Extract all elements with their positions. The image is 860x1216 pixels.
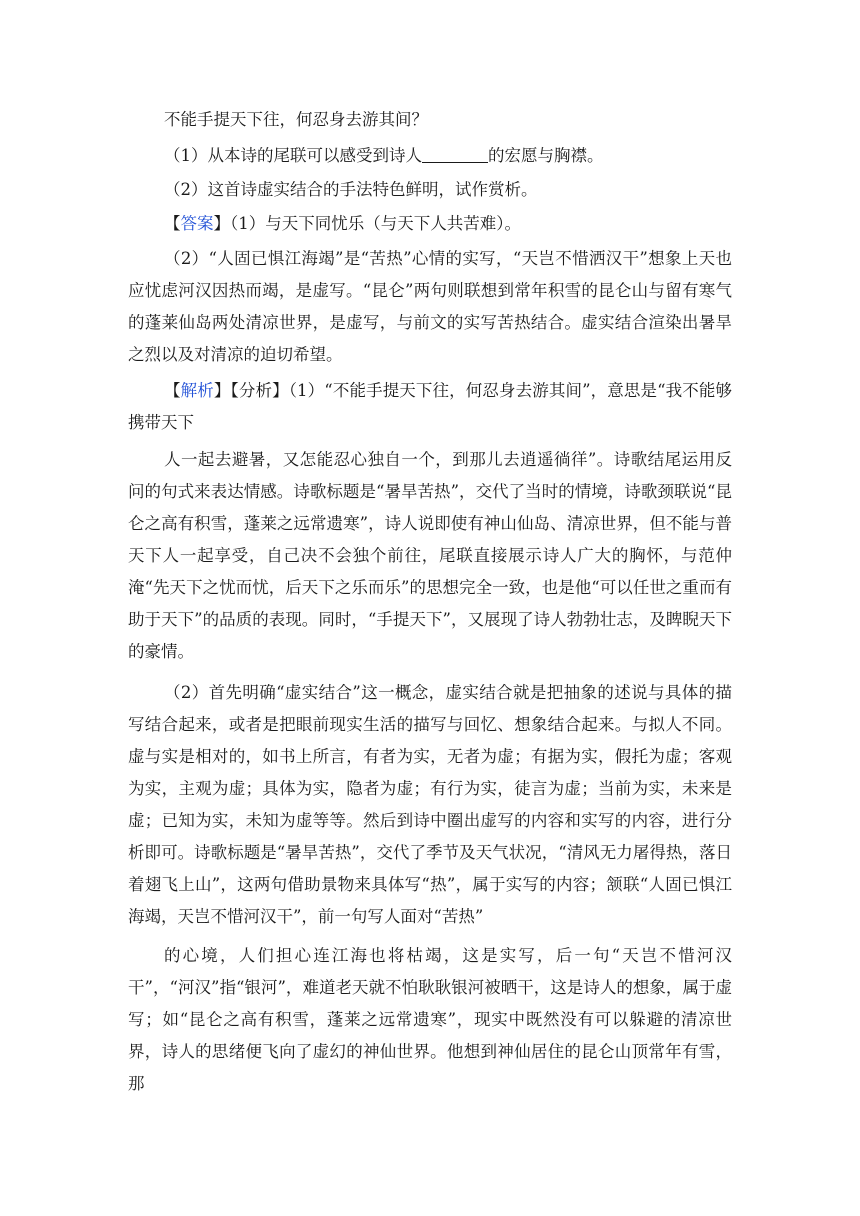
poem-text: 不能手提天下往，何忍身去游其间？: [164, 110, 428, 129]
analysis-paragraph-2-text: （2）首先明确“虚实结合”这一概念，虚实结合就是把抽象的述说与具体的描写结合起来，或者是把眼前现实生活的描写与回忆、想象结合起来。与拟人不同。虚与实是相对的，如书上所言，有者为实，无者为虚；有据为实，假托为虚；客观为实，主观为虚；具体为实，隐者为虚；有行为实，徒言为虚；当前为实，未来是虚；已知为实，未知为虚等等。然后到诗中圈出虚写的内容和实写的内容，进行分析即可。诗歌标题是“暑旱苦热”，交代了季节及天气状况，“清风无力屠得热，落日着翅飞上山”，这两句借助景物来具体写“热”，属于实写的内容；颔联“人固已惧江海竭，天岂不惜河汉干”，前一句写人面对“苦热”: [128, 683, 732, 926]
answer-bracket-open: 【: [164, 214, 181, 233]
analysis-paragraph-3-text: 的心境，人们担心连江海也将枯竭，这是实写，后一句“天岂不惜河汉干”，“河汉”指“银河”，难道老天就不怕耿耿银河被晒干，这是诗人的想象，属于虚写；如“昆仑之高有积雪，蓬莱之远常遗寒”，现实中既然没有可以躲避的清凉世界，诗人的思绪便飞向了虚幻的神仙世界。他想到神仙居住的昆仑山顶常年有雪，那: [128, 946, 732, 1093]
analysis-bracket-open: 【: [164, 381, 181, 400]
analysis-paragraph-1-text: 人一起去避暑，又怎能忍心独自一个，到那儿去逍遥徜徉”。诗歌结尾运用反问的句式来表达情感。诗歌标题是“暑旱苦热”，交代了当时的情境，诗歌颈联说“昆仑之高有积雪，蓬莱之远常遗寒”，诗人说即使有神山仙岛、清凉世界，但不能与普天下人一起享受，自己决不会独个前往，尾联直接展示诗人广大的胸怀，与范仲淹“先天下之忧而忧，后天下之乐而乐”的思想完全一致，也是他“可以任世之重而有助于天下”的品质的表现。同时，“手提天下”，又展现了诗人勃勃壮志，及睥睨天下的豪情。: [128, 450, 732, 661]
analysis-paragraph-1: [128, 444, 732, 668]
question-2: [128, 174, 732, 206]
question-1-text: （1）从本诗的尾联可以感受到诗人: [164, 146, 422, 165]
answer-2: [128, 243, 732, 371]
answer-1: [128, 208, 732, 240]
analysis-heading: [128, 375, 732, 439]
question-1: [128, 140, 732, 172]
analysis-paragraph-3: [128, 940, 732, 1100]
answer-1-text: （1）与天下同忧乐（与天下人共苦难）。: [230, 214, 521, 233]
poem-line: [128, 104, 732, 136]
answer-label: 答案: [180, 214, 214, 233]
answer-bracket-close: 】: [213, 214, 230, 233]
analysis-text: 】【分析】（1）“不能手提天下往，何忍身去游其间”，意思是“我不能够携带天下: [128, 381, 733, 432]
analysis-label: 解析: [180, 381, 214, 400]
answer-2-text: （2）“人固已惧江海竭”是“苦热”心情的实写，“天岂不惜洒汉干”想象上天也应忧虑河汉因热而竭，是虚写。“昆仑”两句则联想到常年积雪的昆仑山与留有寒气的蓬莱仙岛两处清凉世界，是虚写，与前文的实写苦热结合。虚实结合渲染出暑旱之烈以及对清凉的迫切希望。: [128, 249, 732, 364]
question-1-tail: 的宏愿与胸襟。: [488, 146, 604, 165]
question-2-text: （2）这首诗虚实结合的手法特色鲜明，试作赏析。: [164, 180, 538, 199]
answer-blank: [422, 144, 488, 163]
analysis-paragraph-2: [128, 677, 732, 933]
